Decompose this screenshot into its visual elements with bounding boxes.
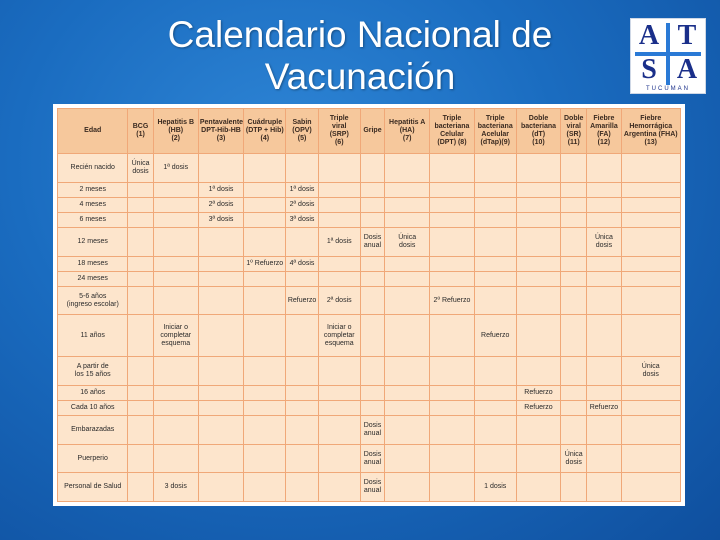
dose-cell <box>198 416 243 445</box>
dose-cell <box>587 444 621 473</box>
dose-cell <box>621 256 680 271</box>
dose-cell <box>385 357 430 386</box>
dose-cell <box>587 416 621 445</box>
dose-cell: Dosis anual <box>360 416 384 445</box>
dose-cell <box>474 385 516 400</box>
dose-cell <box>587 256 621 271</box>
dose-cell <box>430 197 474 212</box>
age-cell: 24 meses <box>58 271 128 286</box>
dose-cell <box>561 197 587 212</box>
dose-cell <box>430 357 474 386</box>
dose-cell <box>474 197 516 212</box>
dose-cell: Refuerzo <box>286 286 318 315</box>
dose-cell <box>561 271 587 286</box>
dose-cell <box>516 473 560 502</box>
dose-cell <box>587 385 621 400</box>
dose-cell <box>385 271 430 286</box>
dose-cell <box>516 197 560 212</box>
dose-cell <box>621 286 680 315</box>
dose-cell <box>561 416 587 445</box>
dose-cell <box>360 385 384 400</box>
dose-cell <box>286 385 318 400</box>
dose-cell <box>286 401 318 416</box>
dose-cell: 1º Refuerzo <box>244 256 286 271</box>
dose-cell <box>587 473 621 502</box>
dose-cell <box>198 357 243 386</box>
dose-cell <box>474 227 516 256</box>
dose-cell <box>286 444 318 473</box>
column-header: Fiebre Amarilla (FA) (12) <box>587 109 621 154</box>
dose-cell <box>286 416 318 445</box>
dose-cell <box>561 227 587 256</box>
table-row <box>58 271 681 286</box>
dose-cell <box>474 357 516 386</box>
dose-cell <box>385 385 430 400</box>
column-header: BCG (1) <box>128 109 153 154</box>
dose-cell: 2º Refuerzo <box>430 286 474 315</box>
dose-cell <box>244 416 286 445</box>
dose-cell <box>516 444 560 473</box>
dose-cell <box>561 154 587 183</box>
dose-cell <box>318 401 360 416</box>
dose-cell <box>360 154 384 183</box>
column-header: Gripe <box>360 109 384 154</box>
dose-cell <box>474 271 516 286</box>
dose-cell <box>198 401 243 416</box>
dose-cell <box>244 197 286 212</box>
vaccination-table-container <box>53 104 685 506</box>
dose-cell <box>128 182 153 197</box>
dose-cell <box>430 256 474 271</box>
dose-cell <box>385 286 430 315</box>
dose-cell <box>474 212 516 227</box>
table-row <box>58 286 681 315</box>
age-cell: 2 meses <box>58 182 128 197</box>
age-cell: 5-6 años (ingreso escolar) <box>58 286 128 315</box>
age-cell: 18 meses <box>58 256 128 271</box>
dose-cell <box>516 154 560 183</box>
dose-cell <box>360 357 384 386</box>
dose-cell: 2ª dosis <box>286 197 318 212</box>
dose-cell <box>516 212 560 227</box>
dose-cell <box>286 227 318 256</box>
atsa-logo <box>630 18 706 94</box>
dose-cell <box>198 271 243 286</box>
dose-cell <box>244 315 286 357</box>
dose-cell <box>128 212 153 227</box>
dose-cell <box>128 286 153 315</box>
dose-cell <box>286 357 318 386</box>
column-header: Pentavalente DPT-Hib-HB (3) <box>198 109 243 154</box>
dose-cell <box>561 286 587 315</box>
dose-cell <box>318 416 360 445</box>
dose-cell: 4ª dosis <box>286 256 318 271</box>
age-cell: 6 meses <box>58 212 128 227</box>
logo-letter-tl: A <box>638 20 660 51</box>
dose-cell <box>587 154 621 183</box>
table-row <box>58 197 681 212</box>
table-row <box>58 315 681 357</box>
dose-cell <box>516 256 560 271</box>
dose-cell <box>318 473 360 502</box>
dose-cell <box>587 212 621 227</box>
age-cell: 11 años <box>58 315 128 357</box>
dose-cell <box>430 444 474 473</box>
dose-cell <box>430 154 474 183</box>
dose-cell <box>561 357 587 386</box>
dose-cell <box>198 315 243 357</box>
dose-cell <box>587 357 621 386</box>
dose-cell <box>198 154 243 183</box>
dose-cell: Refuerzo <box>587 401 621 416</box>
dose-cell <box>318 154 360 183</box>
dose-cell: 1ª dosis <box>286 182 318 197</box>
age-cell: Recién nacido <box>58 154 128 183</box>
dose-cell <box>244 227 286 256</box>
dose-cell <box>286 271 318 286</box>
dose-cell <box>385 197 430 212</box>
age-cell: A partir de los 15 años <box>58 357 128 386</box>
table-row <box>58 212 681 227</box>
dose-cell <box>561 256 587 271</box>
dose-cell <box>198 286 243 315</box>
dose-cell: Única dosis <box>561 444 587 473</box>
dose-cell <box>430 271 474 286</box>
dose-cell <box>286 473 318 502</box>
dose-cell <box>360 401 384 416</box>
dose-cell: Dosis anual <box>360 227 384 256</box>
dose-cell <box>474 416 516 445</box>
dose-cell: 1ª dosis <box>153 154 198 183</box>
table-row <box>58 444 681 473</box>
dose-cell <box>430 182 474 197</box>
vaccination-table <box>57 108 681 502</box>
dose-cell <box>621 197 680 212</box>
dose-cell <box>244 271 286 286</box>
dose-cell <box>244 444 286 473</box>
dose-cell <box>516 271 560 286</box>
column-header: Doble viral (SR) (11) <box>561 109 587 154</box>
table-row <box>58 256 681 271</box>
dose-cell <box>474 444 516 473</box>
dose-cell <box>385 473 430 502</box>
dose-cell <box>621 473 680 502</box>
age-cell: 12 meses <box>58 227 128 256</box>
dose-cell <box>474 286 516 315</box>
table-header-row <box>58 109 681 154</box>
column-header: Triple bacteriana Acelular (dTap)(9) <box>474 109 516 154</box>
age-cell: Embarazadas <box>58 416 128 445</box>
dose-cell: 3ª dosis <box>198 212 243 227</box>
dose-cell: Iniciar o completar esquema <box>153 315 198 357</box>
dose-cell <box>516 182 560 197</box>
dose-cell: Refuerzo <box>516 401 560 416</box>
dose-cell <box>128 315 153 357</box>
table-body <box>58 154 681 502</box>
dose-cell <box>198 227 243 256</box>
dose-cell <box>621 271 680 286</box>
logo-letter-br: A <box>676 54 698 85</box>
dose-cell <box>153 212 198 227</box>
dose-cell <box>621 154 680 183</box>
dose-cell <box>153 271 198 286</box>
dose-cell: Dosis anual <box>360 444 384 473</box>
dose-cell <box>516 315 560 357</box>
dose-cell: 3ª dosis <box>286 212 318 227</box>
dose-cell <box>621 444 680 473</box>
dose-cell <box>430 416 474 445</box>
dose-cell <box>153 357 198 386</box>
slide-title-line1: Calendario Nacional de <box>167 14 553 55</box>
dose-cell <box>318 197 360 212</box>
dose-cell <box>318 256 360 271</box>
dose-cell <box>198 444 243 473</box>
dose-cell <box>516 286 560 315</box>
dose-cell <box>430 385 474 400</box>
dose-cell <box>128 473 153 502</box>
dose-cell <box>430 315 474 357</box>
age-cell: 4 meses <box>58 197 128 212</box>
dose-cell <box>244 473 286 502</box>
slide-title <box>60 14 660 98</box>
slide-title-line2: Vacunación <box>264 56 456 97</box>
dose-cell <box>561 473 587 502</box>
dose-cell <box>286 154 318 183</box>
column-header: Edad <box>58 109 128 154</box>
dose-cell <box>244 154 286 183</box>
table-row <box>58 182 681 197</box>
age-cell: 16 años <box>58 385 128 400</box>
column-header: Hepatitis B (HB) (2) <box>153 109 198 154</box>
dose-cell <box>286 315 318 357</box>
dose-cell <box>128 227 153 256</box>
dose-cell: Única dosis <box>128 154 153 183</box>
column-header: Sabin (OPV) (5) <box>286 109 318 154</box>
dose-cell <box>474 154 516 183</box>
dose-cell <box>244 385 286 400</box>
dose-cell <box>128 197 153 212</box>
logo-subtext: TUCUMAN <box>646 86 690 92</box>
dose-cell <box>360 182 384 197</box>
dose-cell: 3 dosis <box>153 473 198 502</box>
dose-cell: Única dosis <box>621 357 680 386</box>
dose-cell <box>430 212 474 227</box>
dose-cell <box>153 444 198 473</box>
dose-cell <box>430 473 474 502</box>
dose-cell <box>385 444 430 473</box>
table-row <box>58 154 681 183</box>
dose-cell <box>561 182 587 197</box>
table-row <box>58 473 681 502</box>
dose-cell <box>128 256 153 271</box>
dose-cell: 1ª dosis <box>318 227 360 256</box>
dose-cell <box>128 271 153 286</box>
dose-cell <box>516 416 560 445</box>
dose-cell <box>244 182 286 197</box>
dose-cell <box>621 401 680 416</box>
dose-cell <box>561 385 587 400</box>
dose-cell <box>561 212 587 227</box>
dose-cell <box>430 227 474 256</box>
age-cell: Cada 10 años <box>58 401 128 416</box>
dose-cell <box>360 197 384 212</box>
dose-cell <box>360 212 384 227</box>
column-header: Cuádruple (DTP + Hib) (4) <box>244 109 286 154</box>
dose-cell <box>587 271 621 286</box>
dose-cell <box>360 256 384 271</box>
dose-cell: Refuerzo <box>516 385 560 400</box>
dose-cell <box>561 315 587 357</box>
dose-cell <box>244 401 286 416</box>
dose-cell <box>153 182 198 197</box>
dose-cell <box>385 401 430 416</box>
dose-cell <box>153 385 198 400</box>
table-row <box>58 227 681 256</box>
dose-cell <box>385 182 430 197</box>
dose-cell: 1ª dosis <box>198 182 243 197</box>
column-header: Triple bacteriana Celular (DPT) (8) <box>430 109 474 154</box>
dose-cell <box>385 212 430 227</box>
dose-cell <box>318 212 360 227</box>
dose-cell: 2ª dosis <box>318 286 360 315</box>
dose-cell <box>587 182 621 197</box>
dose-cell <box>153 256 198 271</box>
dose-cell: Única dosis <box>587 227 621 256</box>
dose-cell <box>128 357 153 386</box>
dose-cell <box>318 271 360 286</box>
age-cell: Personal de Salud <box>58 473 128 502</box>
dose-cell <box>587 286 621 315</box>
dose-cell <box>244 286 286 315</box>
dose-cell <box>128 416 153 445</box>
dose-cell <box>621 315 680 357</box>
dose-cell <box>474 182 516 197</box>
dose-cell <box>360 286 384 315</box>
table-row <box>58 357 681 386</box>
dose-cell: Iniciar o completar esquema <box>318 315 360 357</box>
dose-cell <box>128 401 153 416</box>
table-row <box>58 416 681 445</box>
dose-cell <box>474 256 516 271</box>
dose-cell: Única dosis <box>385 227 430 256</box>
dose-cell <box>385 315 430 357</box>
dose-cell <box>621 385 680 400</box>
dose-cell <box>128 385 153 400</box>
dose-cell <box>198 385 243 400</box>
dose-cell <box>430 401 474 416</box>
column-header: Triple viral (SRP) (6) <box>318 109 360 154</box>
dose-cell <box>153 227 198 256</box>
dose-cell: Refuerzo <box>474 315 516 357</box>
age-cell: Puerperio <box>58 444 128 473</box>
dose-cell <box>621 212 680 227</box>
dose-cell <box>516 357 560 386</box>
table-row <box>58 385 681 400</box>
dose-cell <box>385 154 430 183</box>
dose-cell <box>561 401 587 416</box>
column-header: Fiebre Hemorrágica Argentina (FHA) (13) <box>621 109 680 154</box>
column-header: Doble bacteriana (dT) (10) <box>516 109 560 154</box>
dose-cell <box>621 227 680 256</box>
dose-cell <box>244 212 286 227</box>
column-header: Hepatitis A (HA) (7) <box>385 109 430 154</box>
dose-cell: 1 dosis <box>474 473 516 502</box>
dose-cell <box>516 227 560 256</box>
dose-cell: Dosis anual <box>360 473 384 502</box>
dose-cell <box>621 416 680 445</box>
dose-cell <box>153 286 198 315</box>
dose-cell <box>318 385 360 400</box>
dose-cell <box>385 416 430 445</box>
dose-cell <box>360 271 384 286</box>
dose-cell <box>153 401 198 416</box>
dose-cell: 2ª dosis <box>198 197 243 212</box>
dose-cell <box>244 357 286 386</box>
dose-cell <box>198 473 243 502</box>
dose-cell <box>153 416 198 445</box>
dose-cell <box>318 182 360 197</box>
dose-cell <box>621 182 680 197</box>
dose-cell <box>360 315 384 357</box>
dose-cell <box>153 197 198 212</box>
dose-cell <box>318 444 360 473</box>
table-row <box>58 401 681 416</box>
logo-letter-bl: S <box>641 54 657 85</box>
dose-cell <box>198 256 243 271</box>
dose-cell <box>587 197 621 212</box>
logo-letter-tr: T <box>677 20 697 51</box>
dose-cell <box>318 357 360 386</box>
dose-cell <box>385 256 430 271</box>
dose-cell <box>587 315 621 357</box>
dose-cell <box>474 401 516 416</box>
dose-cell <box>128 444 153 473</box>
